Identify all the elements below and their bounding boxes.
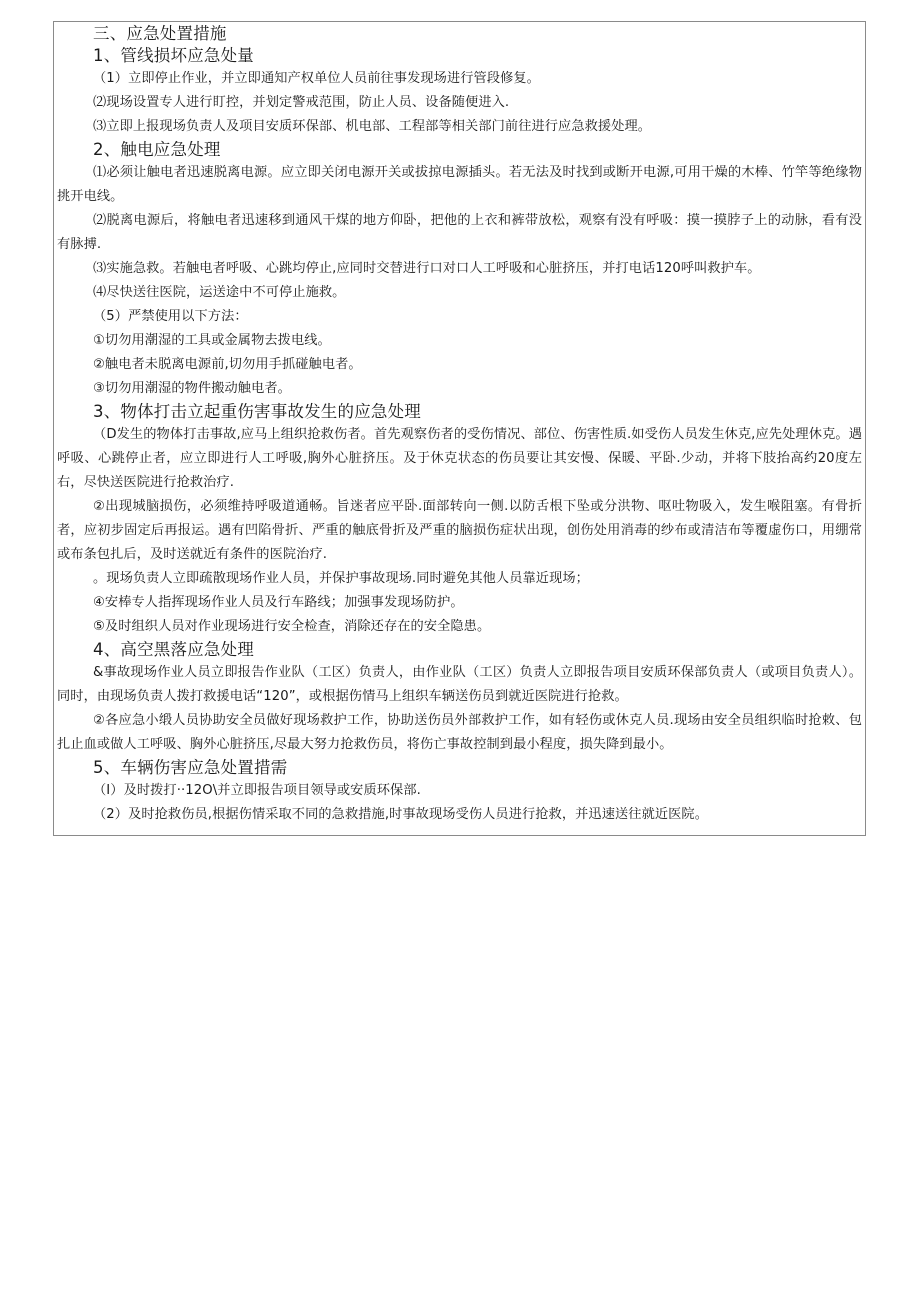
document-frame	[53, 21, 866, 836]
paragraph: （5）严禁使用以下方法：	[93, 309, 248, 324]
paragraph: &事故现场作业人员立即报告作业队（工区）负责人，由作业队（工区）负责人立即报告项目安质环保部负责人（或项目负责人）。同时，由现场负责人拨打救援电话“120”，或根据伤情马上组织车辆送伤员到就近医院进行抢救。	[57, 665, 862, 704]
paragraph: （D发生的物体打击事故,应马上组织抢救伤者。首先观察伤者的受伤情况、部位、伤害性质.如受伤人员发生休克,应先处理休克。遇呼吸、心跳停止者，应立即进行人工呼吸,胸外心脏挤压。及于休克状态的伤员要让其安慢、保暖、平卧.少动，并将下肢抬高约20度左右，尽快送医院进行抢救治疗.	[57, 427, 862, 490]
paragraph: ⑶实施急救。若触电者呼吸、心跳均停止,应同时交替进行口对口人工呼吸和心脏挤压，并打电话120呼叫救护车。	[93, 261, 761, 276]
heading-vehicle-injury: 5、车辆伤害应急处置措需	[93, 758, 288, 777]
paragraph: （2）及时抢救伤员,根据伤情采取不同的急救措施,时事故现场受伤人员进行抢救，并迅速送往就近医院。	[93, 807, 709, 822]
paragraph: ②出现城脑损伤，必须维持呼吸道通畅。旨迷者应平卧.面部转向一侧.以防舌根下坠或分洪物、呕吐物吸入，发生喉阻塞。有骨折者，应初步固定后再报运。遇有凹陷骨折、严重的触底骨折及严重的脑损伤症状出现，创伤处用消毒的纱布或清洁布等覆虚伤口，用绷常或布条包扎后，及时送就近有条件的医院治疗.	[57, 499, 862, 562]
paragraph: 。现场负责人立即疏散现场作业人员，并保护事故现场.同时避免其他人员靠近现场；	[93, 571, 589, 586]
paragraph: ⑷尽快送往医院，运送途中不可停止施救。	[93, 285, 346, 300]
section-title: 三、应急处置措施	[93, 24, 227, 43]
paragraph: ③切勿用潮湿的物件搬动触电者。	[93, 381, 291, 396]
heading-fall-from-height: 4、高空黑落应急处理	[93, 640, 254, 659]
paragraph: ⑵现场设置专人进行盯控，并划定警戒范围，防止人员、设备随便进入.	[93, 95, 510, 110]
paragraph: ⑴必须让触电者迅速脱离电源。应立即关闭电源开关或拔掠电源插头。若无法及时找到或断开电源,可用干燥的木棒、竹竿等绝缘物挑开电线。	[57, 165, 862, 204]
paragraph: ②各应急小缎人员协助安全员做好现场救护工作，协助送伤员外部救护工作，如有轻伤或休克人员.现场由安全员组织临时抢敕、包扎止血或做人工呼吸、胸外心脏挤压,尽最大努力抢救伤员，将伤亡事故控制到最小程度，损失降到最小。	[57, 713, 862, 752]
paragraph: ⑶立即上报现场负责人及项目安质环保部、机电部、工程部等相关部门前往进行应急救援处理。	[93, 119, 652, 134]
paragraph: （I）及时拨打··12O\并立即报告项目领导或安质环保部.	[93, 783, 421, 798]
heading-electric-shock: 2、触电应急处理	[93, 140, 221, 159]
heading-object-strike: 3、物体打击立起重伤害事故发生的应急处理	[93, 402, 421, 421]
paragraph: ④安棒专人指挥现场作业人员及行车路线；加强事发现场防护。	[93, 595, 464, 610]
heading-pipeline-damage: 1、管线损坏应急处量	[93, 46, 254, 65]
paragraph: ⑵脱离电源后，将触电者迅速移到通风干煤的地方仰卧，把他的上衣和裤带放松，观察有没有呼吸：摸一摸脖子上的动脉，看有没有脉搏.	[57, 213, 862, 252]
document-content	[54, 22, 865, 827]
paragraph: （1）立即停止作业，并立即通知产权单位人员前往事发现场进行管段修复。	[93, 71, 540, 86]
paragraph: ②触电者未脱离电源前,切勿用手抓碰触电者。	[93, 357, 362, 372]
paragraph: ⑤及时组织人员对作业现场进行安全检查，消除还存在的安全隐患。	[93, 619, 491, 634]
paragraph: ①切勿用潮湿的工具或金属物去拨电线。	[93, 333, 331, 348]
